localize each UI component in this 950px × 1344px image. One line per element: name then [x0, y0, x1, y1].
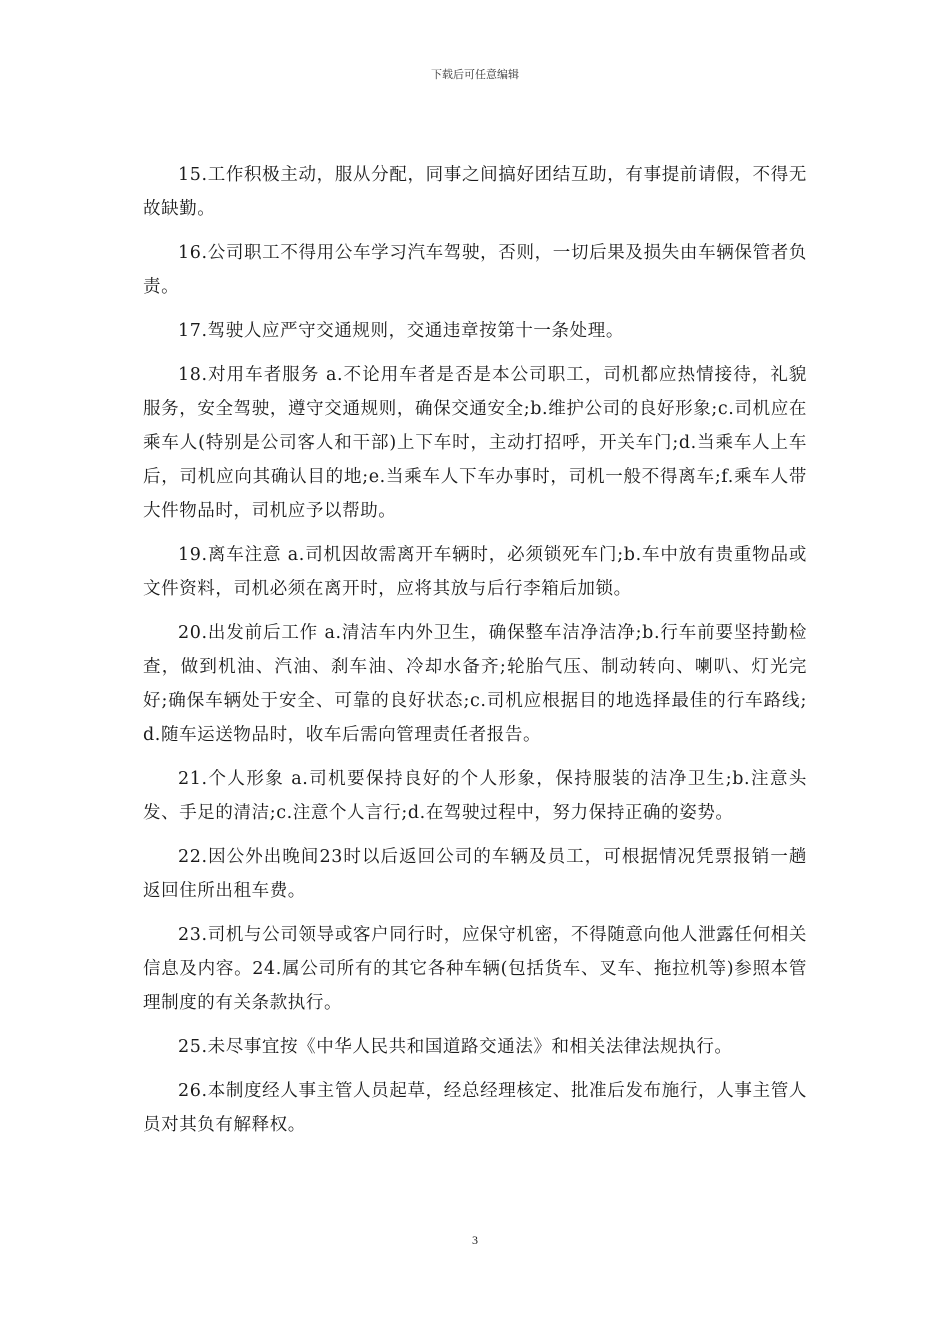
paragraph-25: 25.未尽事宜按《中华人民共和国道路交通法》和相关法律法规执行。: [178, 1037, 733, 1057]
paragraph-17: 17.驾驶人应严守交通规则，交通违章按第十一条处理。: [178, 321, 624, 341]
page-number: 3: [472, 1233, 478, 1247]
paragraph-26: 26.本制度经人事主管人员起草，经总经理核定、批准后发布施行，人事主管人员对其负有解释权。: [143, 1081, 807, 1135]
document-body: [143, 158, 807, 1152]
paragraph-22: 22.因公外出晚间23时以后返回公司的车辆及员工，可根据情况凭票报销一趟返回住所出租车费。: [143, 847, 807, 901]
paragraph-23-24: 23.司机与公司领导或客户同行时，应保守机密，不得随意向他人泄露任何相关信息及内容。24.属公司所有的其它各种车辆(包括货车、叉车、拖拉机等)参照本管理制度的有关条款执行。: [143, 925, 807, 1013]
paragraph-18: 18.对用车者服务 a.不论用车者是否是本公司职工，司机都应热情接待，礼貌服务，安全驾驶，遵守交通规则，确保交通安全;b.维护公司的良好形象;c.司机应在乘车人(特别是公司客人和干部)上下车时，主动打招呼，开关车门;d.当乘车人上车后，司机应向其确认目的地;e.当乘车人下车办事时，司机一般不得离车;f.乘车人带大件物品时，司机应予以帮助。: [143, 365, 807, 521]
paragraph-21: 21.个人形象 a.司机要保持良好的个人形象，保持服装的洁净卫生;b.注意头发、手足的清洁;c.注意个人言行;d.在驾驶过程中，努力保持正确的姿势。: [143, 769, 807, 823]
page-header: 下载后可任意编辑: [431, 68, 519, 81]
paragraph-16: 16.公司职工不得用公车学习汽车驾驶，否则，一切后果及损失由车辆保管者负责。: [143, 243, 807, 297]
paragraph-15: 15.工作积极主动，服从分配，同事之间搞好团结互助，有事提前请假，不得无故缺勤。: [143, 165, 807, 219]
paragraph-19: 19.离车注意 a.司机因故需离开车辆时，必须锁死车门;b.车中放有贵重物品或文件资料，司机必须在离开时，应将其放与后行李箱后加锁。: [143, 545, 807, 599]
paragraph-20: 20.出发前后工作 a.清洁车内外卫生，确保整车洁净洁净;b.行车前要坚持勤检查，做到机油、汽油、刹车油、冷却水备齐;轮胎气压、制动转向、喇叭、灯光完好;确保车辆处于安全、可靠的良好状态;c.司机应根据目的地选择最佳的行车路线;d.随车运送物品时，收车后需向管理责任者报告。: [143, 623, 807, 745]
